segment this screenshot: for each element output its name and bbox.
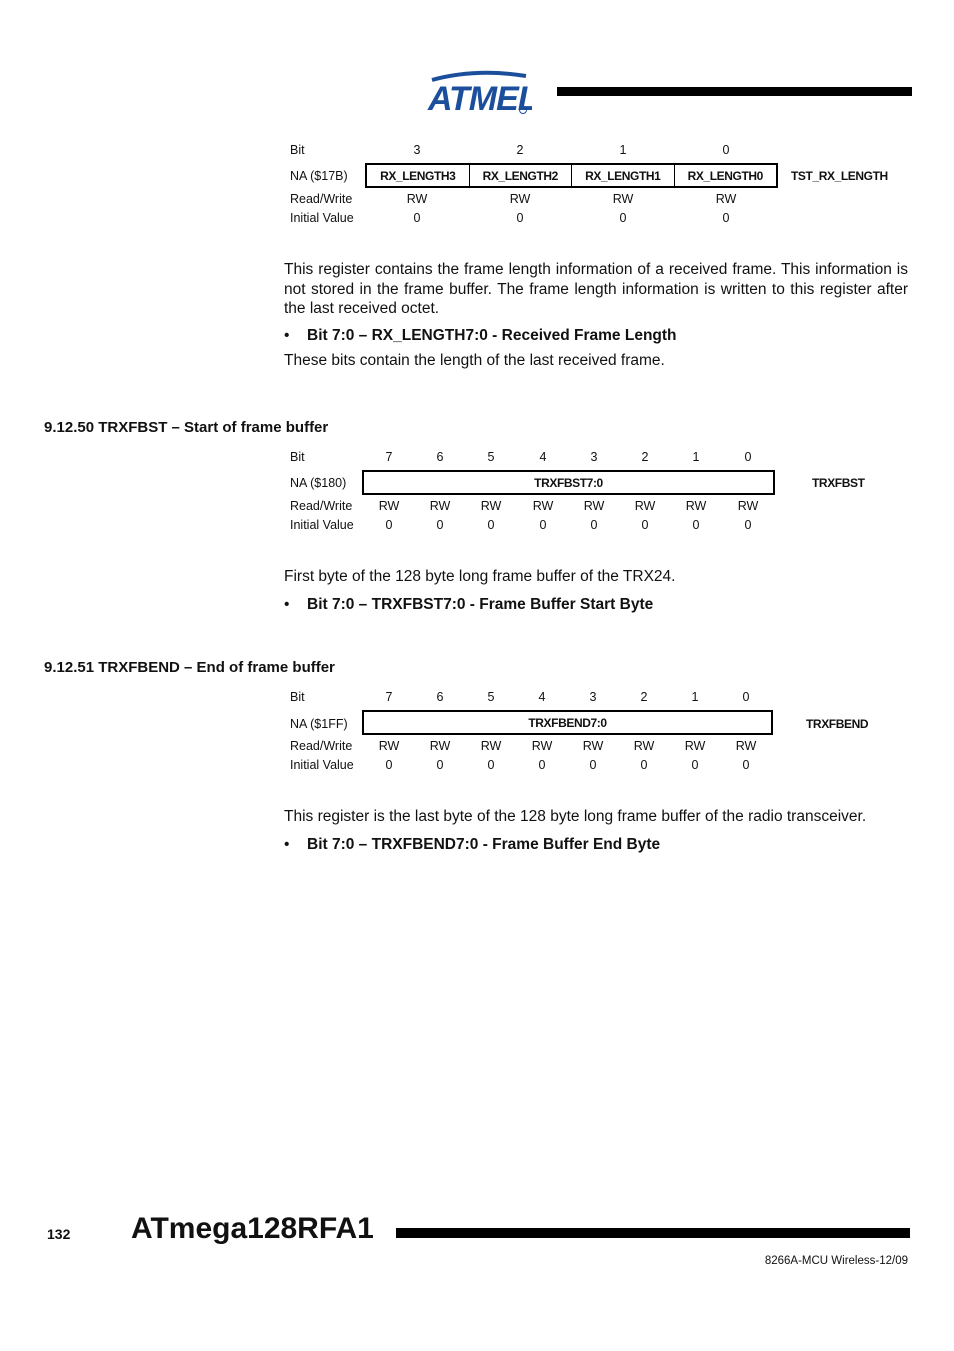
section-heading: 9.12.51 TRXFBEND – End of frame buffer — [44, 659, 335, 676]
bullet-item — [284, 596, 653, 614]
initial-value: 0 — [516, 211, 524, 225]
initial-value: 0 — [385, 518, 393, 532]
bit-number: 4 — [538, 690, 546, 704]
initial-value: 0 — [641, 518, 649, 532]
field-cell: TRXFBEND7:0 — [528, 715, 607, 730]
initial-value: 0 — [722, 211, 730, 225]
rw-value: RW — [532, 499, 554, 513]
initial-value: 0 — [538, 758, 546, 772]
read-write-label: Read/Write — [290, 499, 353, 513]
bit-number: 2 — [516, 143, 524, 157]
field-cell: RX_LENGTH2 — [469, 165, 572, 186]
bit-number: 2 — [641, 450, 649, 464]
rw-value: RW — [582, 739, 604, 753]
paragraph: First byte of the 128 byte long frame buffer of the TRX24. — [284, 568, 676, 585]
rw-value: RW — [531, 739, 553, 753]
initial-value: 0 — [436, 758, 444, 772]
read-write-label: Read/Write — [290, 739, 353, 753]
address-label: NA ($1FF) — [290, 717, 348, 731]
initial-value: 0 — [436, 518, 444, 532]
field-cell: TRXFBST7:0 — [534, 475, 603, 490]
initial-value-label: Initial Value — [290, 211, 354, 225]
bit-number: 1 — [619, 143, 627, 157]
initial-value: 0 — [385, 758, 393, 772]
bullet-text: Bit 7:0 – TRXFBST7:0 - Frame Buffer Start Byte — [307, 596, 654, 613]
rw-value: RW — [685, 499, 707, 513]
register-name: TRXFBST — [812, 476, 865, 490]
rw-value: RW — [737, 499, 759, 513]
initial-value: 0 — [691, 758, 699, 772]
bullet-item — [284, 327, 677, 345]
rw-value: RW — [509, 192, 531, 206]
initial-value: 0 — [589, 758, 597, 772]
initial-value: 0 — [487, 758, 495, 772]
initial-value: 0 — [744, 518, 752, 532]
bullet-marker: • — [284, 327, 290, 344]
field-cell: RX_LENGTH1 — [571, 165, 674, 186]
rw-value: RW — [480, 499, 502, 513]
rw-value: RW — [480, 739, 502, 753]
paragraph: These bits contain the length of the last received frame. — [284, 352, 665, 369]
bit-number: 7 — [385, 450, 393, 464]
paragraph: This register contains the frame length information of a received frame. This information is not stored in the frame buffer. The frame length information is written to this register after the last received octet. — [284, 261, 908, 317]
bullet-item — [284, 836, 660, 854]
register-trxfbend — [290, 690, 910, 780]
bit-number: 5 — [487, 450, 495, 464]
bit-label: Bit — [290, 450, 305, 464]
bullet-text: Bit 7:0 – RX_LENGTH7:0 - Received Frame Length — [307, 327, 677, 344]
initial-value: 0 — [590, 518, 598, 532]
rw-value: RW — [715, 192, 737, 206]
initial-value: 0 — [539, 518, 547, 532]
register-field-box — [365, 163, 778, 188]
bit-number: 1 — [691, 690, 699, 704]
rw-value: RW — [583, 499, 605, 513]
address-label: NA ($17B) — [290, 169, 348, 183]
rw-value: RW — [684, 739, 706, 753]
rw-value: RW — [735, 739, 757, 753]
initial-value: 0 — [692, 518, 700, 532]
register-name: TRXFBEND — [806, 717, 869, 731]
rw-value: RW — [634, 499, 656, 513]
rw-value: RW — [633, 739, 655, 753]
bit-label: Bit — [290, 690, 305, 704]
initial-value: 0 — [413, 211, 421, 225]
initial-value: 0 — [619, 211, 627, 225]
initial-value: 0 — [640, 758, 648, 772]
rw-value: RW — [378, 499, 400, 513]
register-field-box — [362, 710, 773, 735]
atmel-logo — [426, 68, 532, 116]
svg-text:ATMEL: ATMEL — [428, 80, 532, 116]
rw-value: RW — [429, 739, 451, 753]
read-write-label: Read/Write — [290, 192, 353, 206]
bit-number: 0 — [744, 450, 752, 464]
bit-number: 7 — [385, 690, 393, 704]
rw-value: RW — [612, 192, 634, 206]
document-reference: 8266A-MCU Wireless-12/09 — [764, 1255, 908, 1267]
register-field-box — [362, 470, 775, 495]
rw-value: RW — [378, 739, 400, 753]
register-trxfbst — [290, 450, 910, 540]
bullet-marker: • — [284, 836, 290, 853]
bullet-marker: • — [284, 596, 290, 613]
bit-label: Bit — [290, 143, 305, 157]
bit-number: 4 — [539, 450, 547, 464]
footer-rule — [396, 1228, 910, 1238]
bit-number: 0 — [742, 690, 750, 704]
bit-number: 3 — [413, 143, 421, 157]
bit-number: 6 — [436, 690, 444, 704]
register-name: TST_RX_LENGTH — [791, 169, 888, 183]
paragraph: This register is the last byte of the 128 byte long frame buffer of the radio transceiver. — [284, 808, 867, 825]
address-label: NA ($180) — [290, 476, 347, 490]
page-number: 132 — [47, 1226, 71, 1242]
bullet-text: Bit 7:0 – TRXFBEND7:0 - Frame Buffer End Byte — [307, 836, 661, 853]
register-tst-rx-length — [290, 143, 910, 233]
document-title: ATmega128RFA1 — [131, 1212, 374, 1245]
bit-number: 2 — [640, 690, 648, 704]
bit-number: 3 — [589, 690, 597, 704]
field-cell: RX_LENGTH3 — [380, 168, 456, 183]
header-rule — [557, 87, 912, 96]
bit-number: 1 — [692, 450, 700, 464]
rw-value: RW — [406, 192, 428, 206]
initial-value: 0 — [487, 518, 495, 532]
rw-value: RW — [429, 499, 451, 513]
initial-value-label: Initial Value — [290, 758, 354, 772]
field-cell: RX_LENGTH0 — [674, 165, 777, 186]
bit-number: 6 — [436, 450, 444, 464]
bit-number: 5 — [487, 690, 495, 704]
section-heading: 9.12.50 TRXFBST – Start of frame buffer — [44, 419, 329, 436]
initial-value-label: Initial Value — [290, 518, 354, 532]
bit-number: 3 — [590, 450, 598, 464]
initial-value: 0 — [742, 758, 750, 772]
bit-number: 0 — [722, 143, 730, 157]
